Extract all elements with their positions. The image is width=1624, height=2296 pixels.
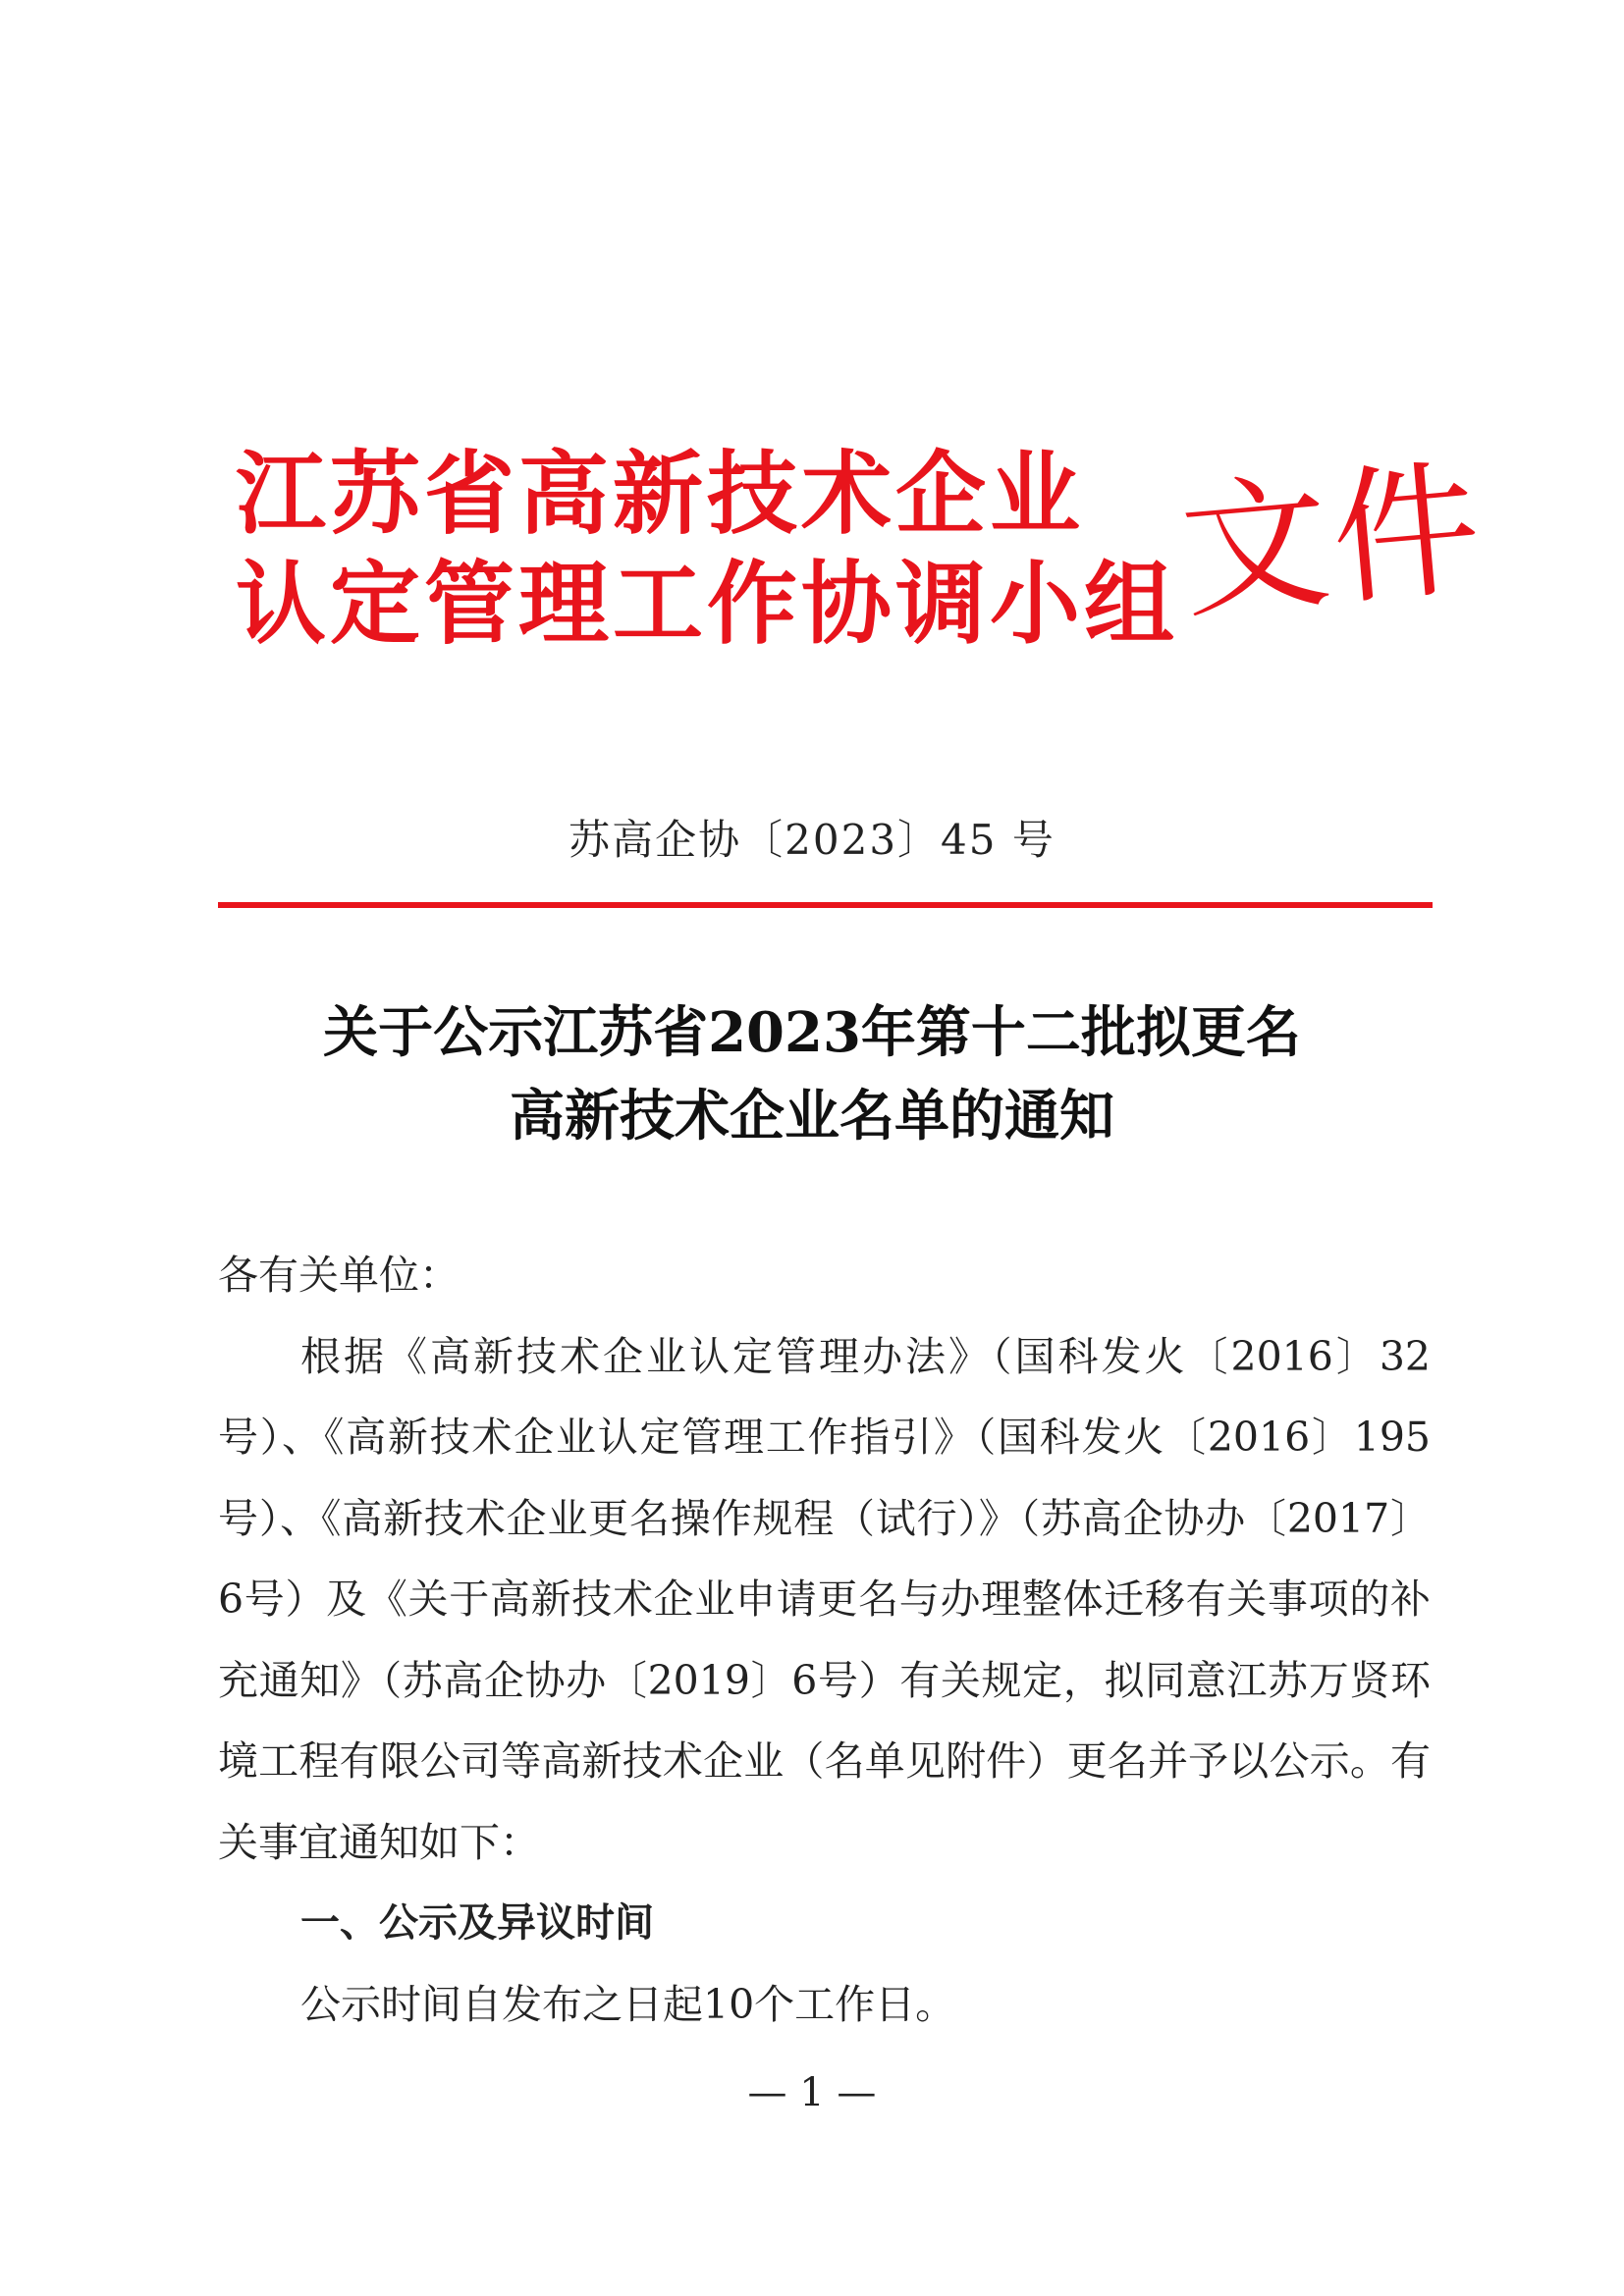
issuer-name bbox=[236, 440, 1178, 660]
red-divider-line bbox=[218, 902, 1433, 908]
title-line-2: 高新技术企业名单的通知 bbox=[510, 1084, 1114, 1148]
document-title bbox=[0, 991, 1624, 1158]
document-number: 苏高企协〔2023〕45 号 bbox=[568, 816, 1056, 864]
salutation: 各有关单位： bbox=[218, 1252, 460, 1299]
title-line-1: 关于公示江苏省2023年第十二批拟更名 bbox=[323, 1000, 1301, 1065]
issuer-line-2: 认定管理工作协调小组 bbox=[236, 552, 1179, 657]
page-number: — 1 — bbox=[747, 2070, 877, 2115]
section-1-text: 公示时间自发布之日起10个工作日。 bbox=[300, 1980, 956, 2028]
document-body bbox=[218, 1235, 1431, 2045]
document-kind-label: 文件 bbox=[1174, 443, 1491, 640]
intro-paragraph: 根据《高新技术企业认定管理办法》（国科发火〔2016〕32号）、《高新技术企业认定管理工作指引》（国科发火〔2016〕195号）、《高新技术企业更名操作规程（试行）》（苏高企协办〔2017〕6号）及《关于高新技术企业申请更名与办理整体迁移有关事项的补充通知》（苏高企协办〔2019〕6号）有关规定，拟同意江苏万贤环境工程有限公司等高新技术企业（名单见附件）更名并予以公示。有关事宜通知如下： bbox=[218, 1332, 1431, 1866]
issuer-line-1: 江苏省高新技术企业 bbox=[236, 442, 1085, 547]
section-heading-1: 一、公示及异议时间 bbox=[300, 1900, 654, 1946]
